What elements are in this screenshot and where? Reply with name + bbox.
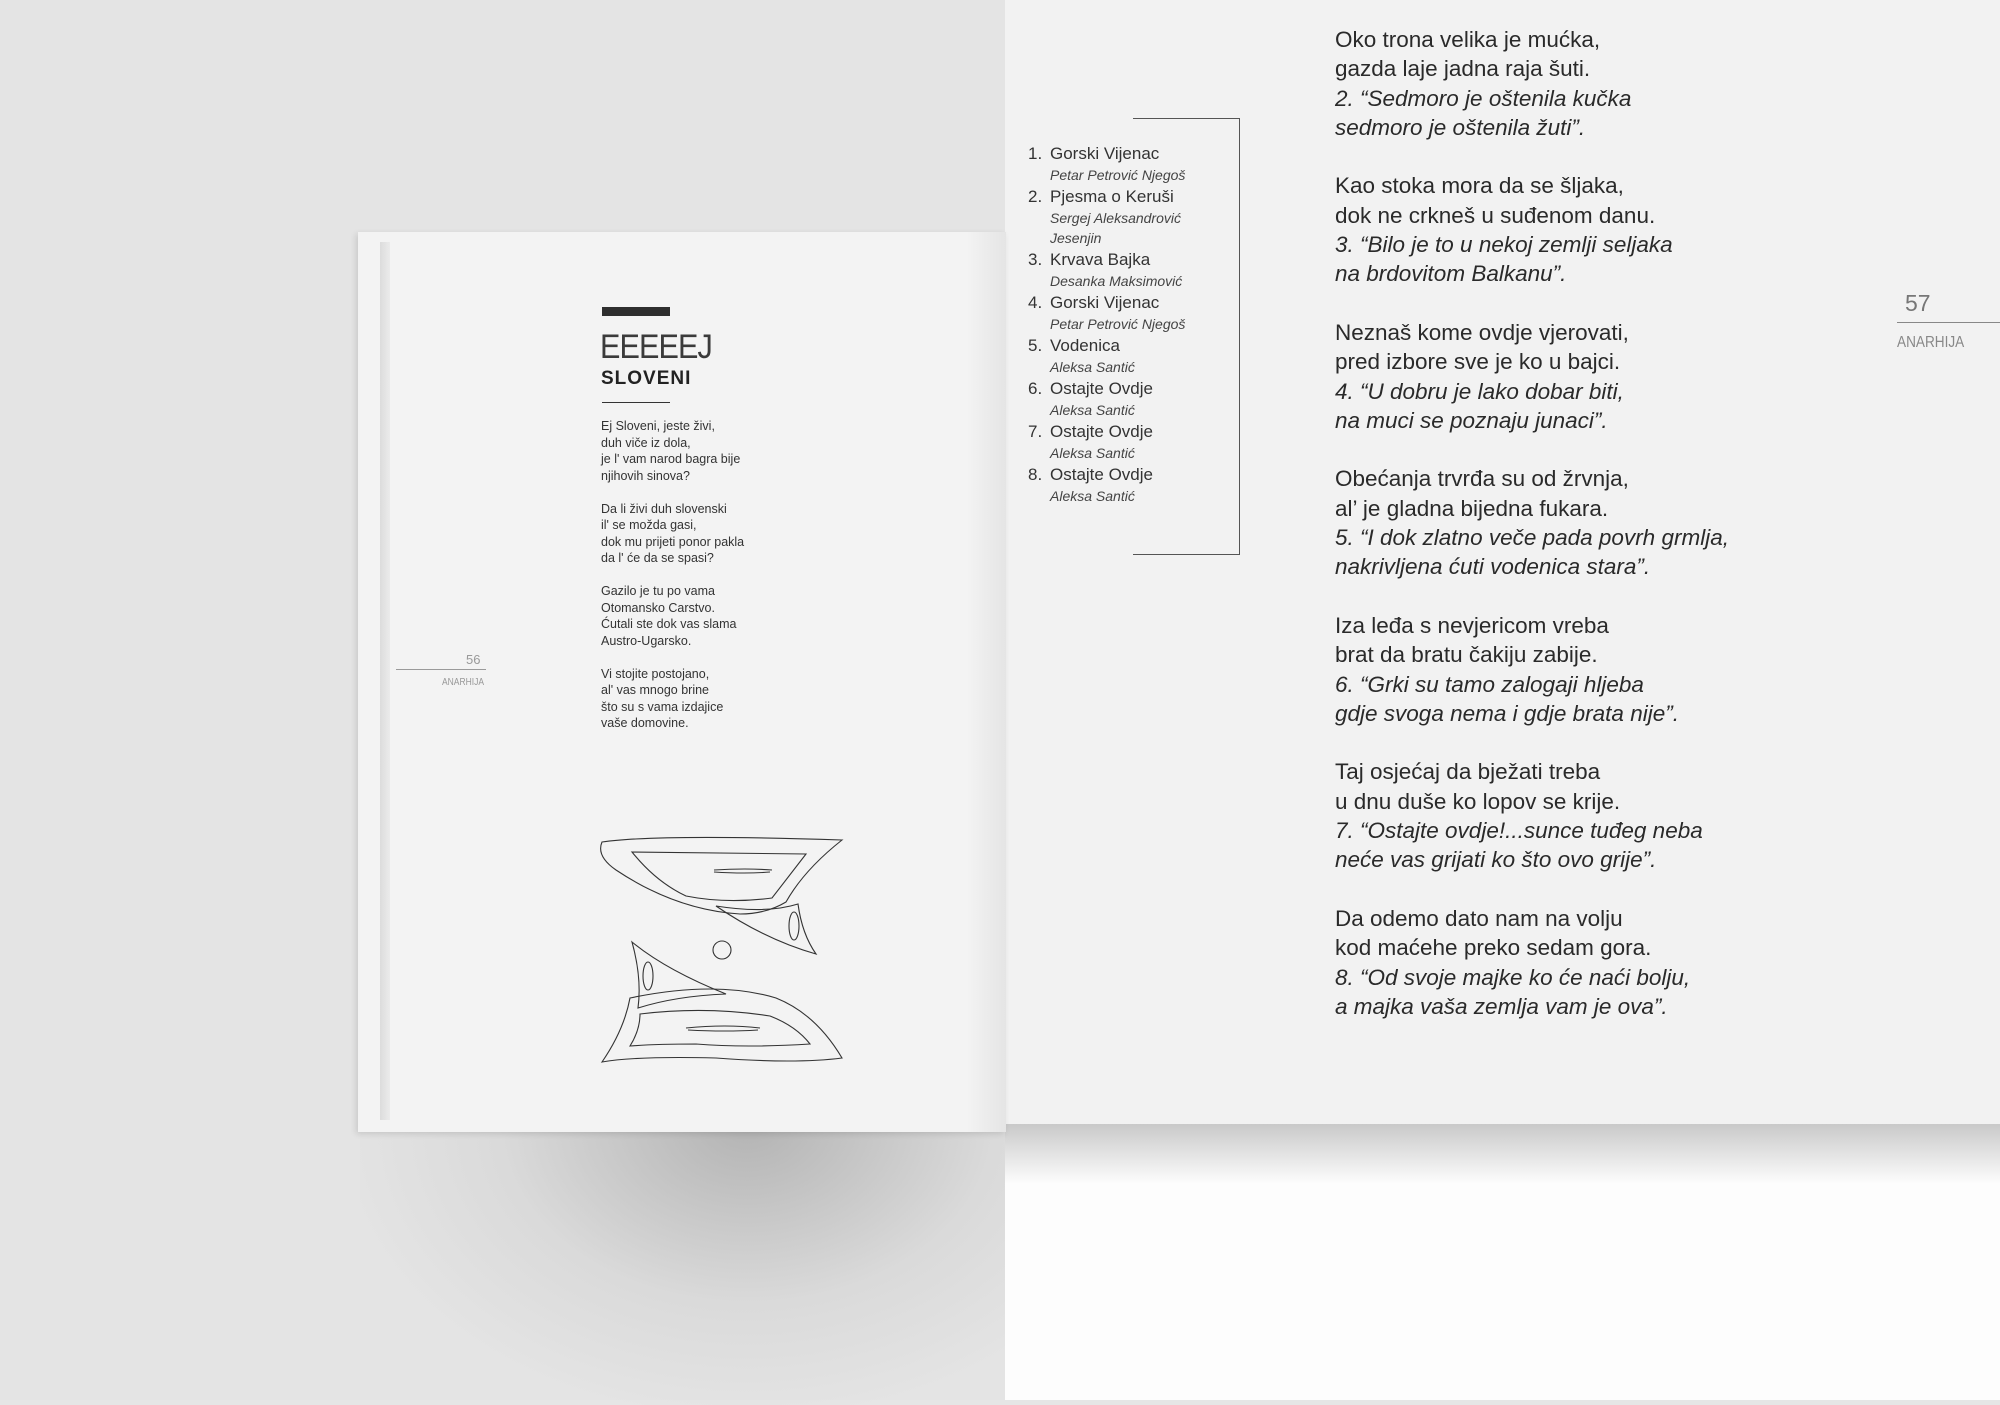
toc-entry: [1050, 421, 1228, 463]
poem-quote-line: 6. “Grki su tamo zalogaji hljeba: [1335, 671, 1644, 697]
page-number-rule-left: [396, 669, 486, 670]
poem-stanza: [601, 583, 801, 649]
table-of-contents: [1028, 143, 1228, 507]
toc-author: Sergej Aleksandrović Jesenjin: [1050, 210, 1181, 246]
poem-line: je l' vam narod bagra bije: [601, 452, 741, 466]
poem-line: gazda laje jadna raja šuti.: [1335, 56, 1591, 82]
poem-stanza: [1335, 464, 1805, 581]
shape-bottom-slit: [686, 1026, 760, 1028]
shape-bottom-slit-2: [688, 1030, 758, 1031]
poem-quote-line: na brdovitom Balkanu”.: [1335, 261, 1567, 287]
poem-quote-line: sedmoro je oštenila žuti”.: [1335, 114, 1586, 140]
page-label-left: ANARHIJA: [442, 677, 485, 688]
page-edge: [380, 242, 390, 1120]
shape-top-outer: [601, 837, 842, 914]
poem-line: pred izbore sve je ko u bajci.: [1335, 349, 1621, 375]
toc-title: Krvava Bajka: [1050, 250, 1151, 269]
poem-line: Obećanja trvrđa su od žrvnja,: [1335, 466, 1629, 492]
toc-author: Aleksa Santić: [1050, 359, 1135, 375]
shape-top-slit: [714, 869, 772, 870]
poem-stanza: [1335, 757, 1805, 874]
page-number-right: 57: [1905, 290, 1931, 316]
right-page-shadow: [1005, 1124, 2000, 1184]
poem-title-main: SLOVENI: [601, 368, 692, 389]
toc-entry: [1050, 335, 1228, 377]
poem-quote-line: 2. “Sedmoro je oštenila kučka: [1335, 85, 1632, 111]
poem-line: Ej Sloveni, jeste živi,: [601, 419, 715, 433]
poem-quote-line: neće vas grijati ko što ovo grije”.: [1335, 847, 1657, 873]
poem-line: Iza leđa s nevjericom vreba: [1335, 612, 1609, 638]
poem-line: Neznaš kome ovdje vjerovati,: [1335, 319, 1629, 345]
toc-entry: [1050, 378, 1228, 420]
poem-line: da l' će da se spasi?: [601, 551, 714, 565]
poem-line: duh viče iz dola,: [601, 435, 691, 450]
gutter-shade: [966, 232, 1006, 1132]
toc-author: Aleksa Santić: [1050, 445, 1135, 461]
toc-number: 1.: [1028, 144, 1043, 163]
poem-line: Oko trona velika je mućka,: [1335, 27, 1601, 52]
poem-line: Otomansko Carstvo.: [601, 600, 715, 615]
poem-line: njihovih sinova?: [601, 468, 690, 483]
poem-title-top: EEEEEJ: [600, 328, 712, 366]
poem-line: al' vas mnogo brine: [601, 683, 710, 697]
shape-mid-left: [632, 942, 726, 1008]
page-number-left: 56: [466, 652, 481, 667]
toc-number: 3.: [1028, 250, 1043, 269]
poem-line: Austro-Ugarsko.: [601, 633, 692, 648]
toc-number: 5.: [1028, 336, 1043, 355]
poem-line: Gazilo je tu po vama: [601, 584, 715, 598]
toc-title: Ostajte Ovdje: [1050, 465, 1153, 484]
poem-quote-line: gdje svoga nema i gdje brata nije”.: [1335, 700, 1679, 726]
toc-author: Desanka Maksimović: [1050, 273, 1183, 289]
poem-quote-line: nakrivljena ćuti vodenica stara”.: [1335, 554, 1651, 580]
toc-author: Petar Petrović Njegoš: [1050, 167, 1186, 183]
toc-number: 2.: [1028, 187, 1043, 206]
title-accent-bar: [602, 307, 670, 316]
toc-item: [1028, 335, 1228, 377]
poem-line: brat da bratu čakiju zabije.: [1335, 642, 1598, 668]
toc-title: Pjesma o Keruši: [1050, 187, 1174, 206]
toc-entry: [1050, 186, 1228, 248]
toc-title: Vodenica: [1050, 336, 1120, 355]
poem-stanza: [1335, 171, 1805, 288]
poem-line: Da li živi duh slovenski: [601, 501, 727, 516]
poem-line: Ćutali ste dok vas slama: [601, 617, 737, 631]
poem-quote-line: 5. “I dok zlatno veče pada povrh grmlja,: [1335, 525, 1729, 551]
toc-item: [1028, 143, 1228, 185]
poem-stanza: [601, 666, 801, 732]
poem-line: Da odemo dato nam na volju: [1335, 905, 1623, 931]
poem-line: kod maćehe preko sedam gora.: [1335, 935, 1652, 961]
right-poem: [1335, 25, 1805, 1050]
toc-item: [1028, 292, 1228, 334]
left-poem: [601, 418, 801, 748]
poem-line: Taj osjećaj da bježati treba: [1335, 759, 1601, 785]
center-circle: [713, 941, 731, 959]
shape-mid-right: [716, 904, 816, 954]
poem-line: dok mu prijeti ponor pakla: [601, 534, 745, 549]
poem-line: vaše domovine.: [601, 716, 689, 730]
toc-entry: [1050, 143, 1228, 185]
toc-entry: [1050, 464, 1228, 506]
toc-number: 7.: [1028, 422, 1043, 441]
mid-left-oval: [643, 962, 653, 990]
toc-title: Ostajte Ovdje: [1050, 422, 1153, 441]
poem-stanza: [601, 501, 801, 567]
poem-stanza: [1335, 318, 1805, 435]
poem-stanza: [1335, 25, 1805, 142]
shape-top-slit-2: [714, 872, 770, 873]
toc-author: Aleksa Santić: [1050, 402, 1135, 418]
poem-quote-line: 4. “U dobru je lako dobar biti,: [1335, 378, 1624, 404]
toc-item: [1028, 421, 1228, 463]
toc-item: [1028, 249, 1228, 291]
mid-right-oval: [789, 912, 799, 940]
page-number-rule-right: [1897, 322, 2000, 323]
toc-author: Petar Petrović Njegoš: [1050, 316, 1186, 332]
toc-number: 8.: [1028, 465, 1043, 484]
poem-stanza: [1335, 904, 1805, 1021]
poem-stanza: [1335, 611, 1805, 728]
abstract-line-illustration: [596, 830, 846, 1075]
toc-item: [1028, 186, 1228, 248]
toc-title: Ostajte Ovdje: [1050, 379, 1153, 398]
poem-line: Vi stojite postojano,: [601, 666, 710, 681]
toc-number: 4.: [1028, 293, 1043, 312]
poem-quote-line: na muci se poznaju junaci”.: [1335, 407, 1608, 433]
toc-item: [1028, 378, 1228, 420]
toc-title: Gorski Vijenac: [1050, 293, 1160, 312]
poem-quote-line: 7. “Ostajte ovdje!...sunce tuđeg neba: [1335, 818, 1703, 844]
toc-number: 6.: [1028, 379, 1043, 398]
poem-line: al’ je gladna bijedna fukara.: [1335, 495, 1609, 521]
page-label-right: ANARHIJA: [1897, 334, 1965, 351]
toc-title: Gorski Vijenac: [1050, 144, 1160, 163]
poem-line: Kao stoka mora da se šljaka,: [1335, 173, 1624, 199]
toc-item: [1028, 464, 1228, 506]
poem-stanza: [601, 418, 801, 484]
poem-quote-line: 8. “Od svoje majke ko će naći bolju,: [1335, 964, 1691, 990]
poem-quote-line: a majka vaša zemlja vam je ova”.: [1335, 993, 1668, 1019]
book-shadow: [360, 1125, 1005, 1405]
poem-line: il' se možda gasi,: [601, 518, 697, 532]
toc-entry: [1050, 292, 1228, 334]
toc-entry: [1050, 249, 1228, 291]
shape-bottom-inner: [630, 1010, 810, 1046]
poem-line: što su s vama izdajice: [601, 699, 724, 714]
poem-line: dok ne crkneš u suđenom danu.: [1335, 202, 1656, 228]
poem-quote-line: 3. “Bilo je to u nekoj zemlji seljaka: [1335, 232, 1673, 258]
poem-line: u dnu duše ko lopov se krije.: [1335, 788, 1621, 814]
title-rule: [602, 402, 670, 403]
toc-author: Aleksa Santić: [1050, 488, 1135, 504]
